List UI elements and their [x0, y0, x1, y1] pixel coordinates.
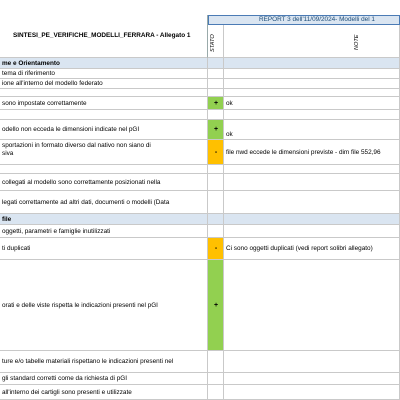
- row-label: collegati al modello sono correttamente posizionati nella: [2, 178, 161, 186]
- note-cell[interactable]: [224, 385, 400, 400]
- status-cell[interactable]: [208, 174, 224, 191]
- note-cell[interactable]: [224, 238, 400, 260]
- note-cell[interactable]: [224, 58, 400, 69]
- status-cell[interactable]: [208, 238, 224, 260]
- status-cell[interactable]: [208, 260, 224, 351]
- note-cell[interactable]: [224, 97, 400, 110]
- report-header-cell[interactable]: [208, 15, 400, 25]
- note-header-cell[interactable]: [224, 25, 400, 58]
- row-label-cell[interactable]: [0, 373, 208, 385]
- row-label: legati correttamente ad altri dati, documenti o modelli (Data: [2, 198, 170, 206]
- status-cell[interactable]: [208, 79, 224, 89]
- report-header: REPORT 3 dell'11/09/2024- Modelli del 1: [259, 16, 375, 23]
- row-label-cell[interactable]: [0, 174, 208, 191]
- note-cell[interactable]: [224, 260, 400, 351]
- status-mark: +: [213, 99, 219, 107]
- status-cell[interactable]: [208, 214, 224, 225]
- status-cell[interactable]: [208, 385, 224, 400]
- row-label: file: [2, 215, 12, 223]
- note-text: file nwd eccede le dimensioni previste - dim file 552,96: [226, 148, 381, 156]
- status-cell[interactable]: [208, 89, 224, 97]
- status-mark: -: [214, 245, 218, 252]
- note-cell[interactable]: [224, 69, 400, 79]
- status-mark: +: [213, 126, 219, 133]
- title-cell[interactable]: [0, 15, 208, 58]
- status-cell[interactable]: [208, 191, 224, 214]
- row-label-cell[interactable]: [0, 120, 208, 140]
- status-cell[interactable]: [208, 97, 224, 110]
- row-label: all'interno dei cartigli sono presenti e utilizzate: [2, 388, 132, 396]
- row-label-cell[interactable]: [0, 260, 208, 351]
- row-label-cell[interactable]: [0, 225, 208, 238]
- sheet-title: SINTESI_PE_VERIFICHE_MODELLI_FERRARA - Allegato 1: [13, 32, 191, 39]
- row-label-cell[interactable]: [0, 385, 208, 400]
- note-text: ok: [226, 99, 233, 107]
- status-cell[interactable]: [208, 69, 224, 79]
- status-cell[interactable]: [208, 120, 224, 140]
- stato-header: STATO: [210, 34, 216, 52]
- note-cell[interactable]: [224, 140, 400, 165]
- row-label-continued: siva: [2, 150, 14, 157]
- row-label-cell[interactable]: [0, 214, 208, 225]
- row-label-cell[interactable]: [0, 110, 208, 120]
- note-text: ok: [226, 131, 233, 138]
- status-cell[interactable]: [208, 351, 224, 373]
- row-label-cell[interactable]: [0, 191, 208, 214]
- status-cell[interactable]: [208, 140, 224, 165]
- status-cell[interactable]: [208, 165, 224, 174]
- row-label: ione all'interno del modello federato: [2, 80, 103, 87]
- row-label: odello non ecceda le dimensioni indicate nel pGI: [2, 126, 140, 133]
- row-label-cell[interactable]: [0, 79, 208, 89]
- row-label: ti duplicati: [2, 245, 31, 252]
- status-cell[interactable]: [208, 110, 224, 120]
- row-label: tema di riferimento: [2, 70, 55, 77]
- note-cell[interactable]: [224, 214, 400, 225]
- row-label: sono impostate correttamente: [2, 99, 87, 107]
- row-label: me e Orientamento: [2, 59, 60, 67]
- row-label: oggetti, parametri e famiglie inutilizzati: [2, 227, 111, 235]
- note-cell[interactable]: [224, 373, 400, 385]
- row-label: sportazioni in formato diverso dal nativo non siano di: [2, 142, 151, 149]
- note-text: Ci sono oggetti duplicati (vedi report solibri allegato): [226, 245, 373, 252]
- row-label: gli standard corretti come da richiesta di pGI: [2, 375, 128, 382]
- note-header: NOTE: [354, 34, 360, 50]
- note-cell[interactable]: [224, 120, 400, 140]
- status-cell[interactable]: [208, 373, 224, 385]
- row-label-cell[interactable]: [0, 140, 208, 165]
- row-label-cell[interactable]: [0, 58, 208, 69]
- row-label: ture e/o tabelle materiali rispettano le indicazioni presenti nel: [2, 358, 174, 365]
- note-cell[interactable]: [224, 225, 400, 238]
- row-label-cell[interactable]: [0, 165, 208, 174]
- row-label: orati e delle viste rispetta le indicazioni presenti nel pGI: [2, 301, 158, 309]
- note-cell[interactable]: [224, 351, 400, 373]
- note-cell[interactable]: [224, 174, 400, 191]
- row-label-cell[interactable]: [0, 69, 208, 79]
- note-cell[interactable]: [224, 79, 400, 89]
- note-cell[interactable]: [224, 110, 400, 120]
- status-mark: +: [213, 301, 219, 309]
- row-label-cell[interactable]: [0, 351, 208, 373]
- row-label-cell[interactable]: [0, 89, 208, 97]
- row-label-cell[interactable]: [0, 238, 208, 260]
- status-cell[interactable]: [208, 58, 224, 69]
- status-cell[interactable]: [208, 225, 224, 238]
- note-cell[interactable]: [224, 165, 400, 174]
- note-cell[interactable]: [224, 191, 400, 214]
- note-cell[interactable]: [224, 89, 400, 97]
- row-label-cell[interactable]: [0, 97, 208, 110]
- status-mark: -: [214, 148, 218, 156]
